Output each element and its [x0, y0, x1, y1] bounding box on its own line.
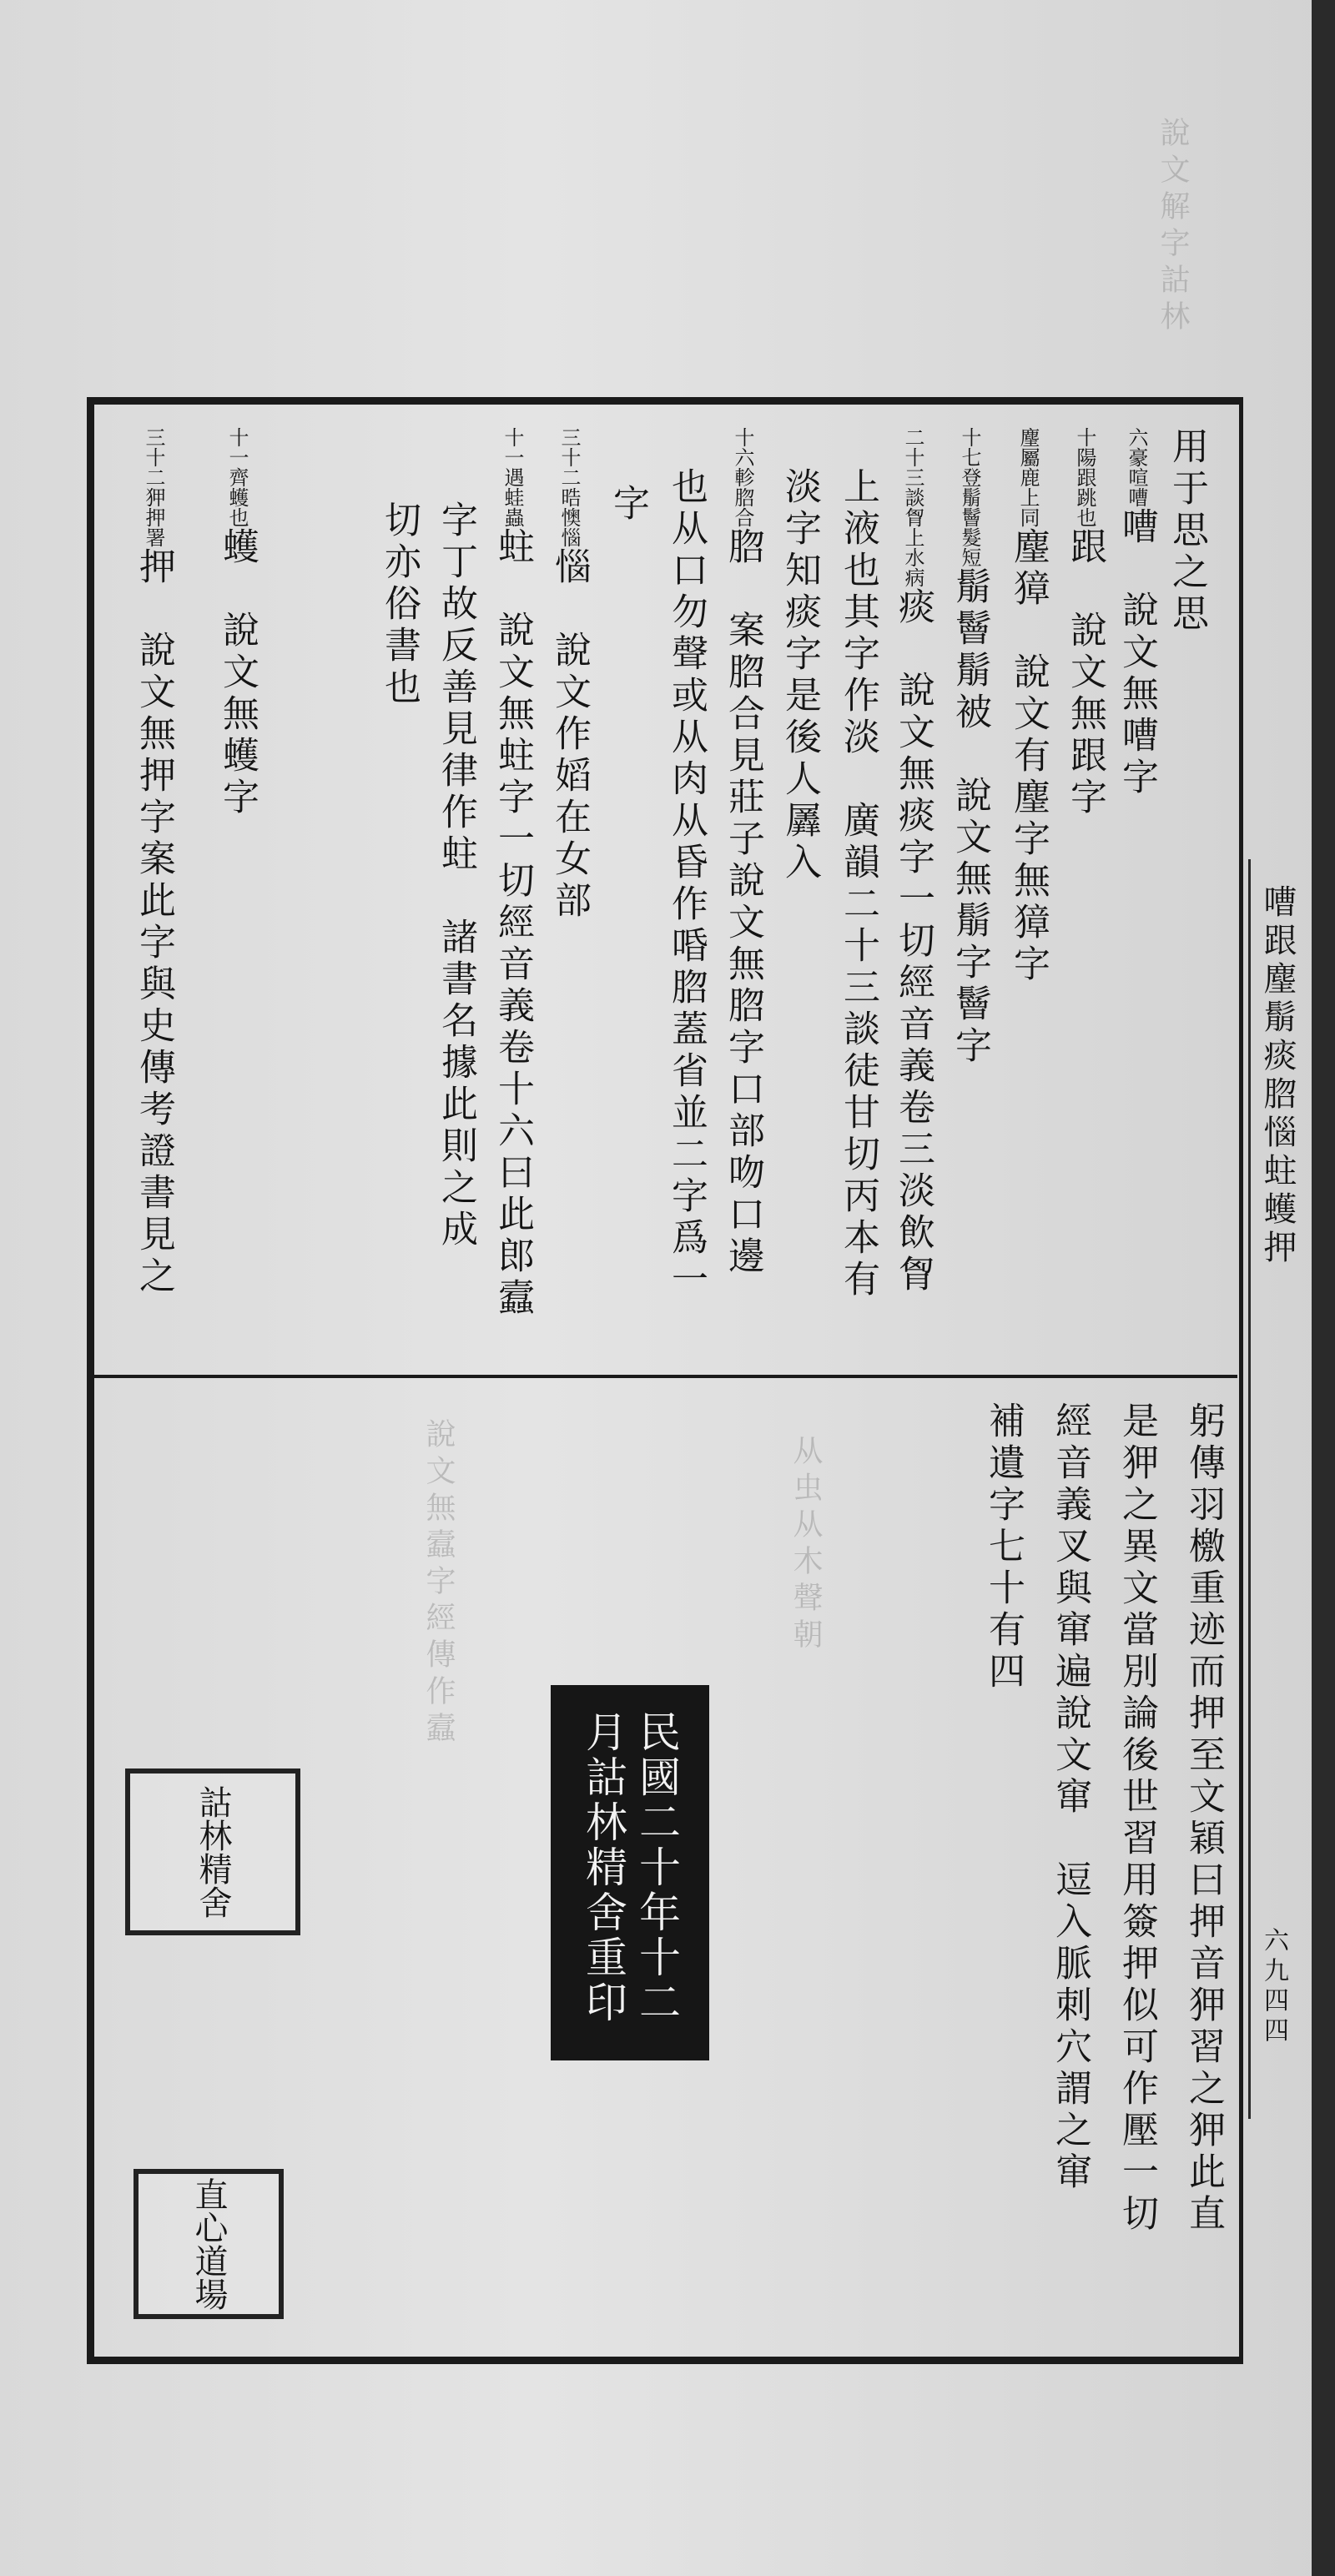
upper-column-4: [1007, 427, 1050, 986]
section-divider: [94, 1375, 1237, 1378]
column-text: 是狎之異文當別論後世習用簽押似可作壓一切: [1116, 1401, 1158, 2236]
rhyme-label: 十一齊: [225, 427, 249, 487]
upper-column-15: [378, 501, 421, 709]
gloss-note: 懊惱: [557, 507, 581, 547]
upper-column-13: [491, 427, 534, 1320]
rhyme-label: 六豪: [1125, 427, 1148, 467]
lower-column-1: [1182, 1401, 1225, 2236]
column-text: 上液也其字作淡 廣韻二十三談徒甘切丙本有: [837, 467, 879, 1301]
column-text: 麈獐 說文有麈字無獐字: [1007, 527, 1050, 986]
gloss-note: 蠖也: [225, 487, 249, 527]
rhyme-label: 麈屬: [1016, 427, 1040, 467]
rhyme-label: 二十三談: [901, 427, 924, 507]
upper-column-3: [1064, 427, 1106, 819]
lower-column-4: [982, 1401, 1025, 1693]
gloss-note: 押署: [142, 507, 165, 547]
reprint-note: [551, 1685, 709, 2060]
upper-column-7: [837, 467, 879, 1301]
seal-text: 詁林精舍: [194, 1785, 232, 1919]
upper-column-5: [949, 427, 991, 1068]
column-text: 痰 說文無痰字一切經音義卷三淡飲胷: [892, 587, 934, 1296]
gloss-note: 脗合: [731, 487, 754, 527]
upper-column-12: [548, 427, 591, 923]
column-text: 也从口勿聲或从肉从昏作㖧脗蓋省並二字爲一: [665, 467, 708, 1301]
column-text: 經音義叉與窜遍說文窜 逗入脈刺穴謂之窜: [1049, 1401, 1091, 2194]
upper-column-10: [665, 467, 708, 1301]
rhyme-label: 三十二狎: [142, 427, 165, 507]
gloss-note: 跟跳也: [1073, 467, 1096, 527]
side-strip: [1248, 859, 1309, 2119]
column-text: 惱 說文作嫍在女部: [548, 547, 591, 923]
show-through-text: 說文解字詁林: [1156, 117, 1190, 337]
book-spine-edge: [1312, 0, 1335, 2576]
rhyme-label: 十陽: [1073, 427, 1096, 467]
side-strip-title: 嘈跟麈鬅痰脗惱蛀蠖押: [1258, 884, 1297, 1268]
lower-column-2: [1116, 1401, 1158, 2236]
upper-column-1: [1166, 427, 1208, 636]
upper-column-17: [133, 427, 175, 1298]
show-through-text: 从虫从木聲朝: [788, 1435, 823, 1655]
upper-column-11: [607, 484, 649, 526]
column-text: 蛀 說文無蛀字一切經音義卷十六曰此郎蠧: [491, 527, 534, 1320]
gloss-note: 喧嘈: [1125, 467, 1148, 507]
gloss-note: 胷上水病: [901, 507, 924, 587]
gloss-note: 鬅鬙髮短: [958, 487, 981, 567]
column-text: 蠖 說文無蠖字: [216, 527, 259, 819]
upper-column-6: [892, 427, 934, 1296]
column-text: 跟 說文無跟字: [1064, 527, 1106, 819]
gloss-note: 蛙蟲: [501, 487, 524, 527]
page-number: 六九四四: [1259, 1927, 1288, 2047]
column-text: 淡字知痰字是後人羼入: [778, 467, 821, 884]
column-text: 躬傳羽檄重迹而押至文穎曰押音狎習之狎此直: [1182, 1401, 1225, 2236]
column-text: 押 說文無押字案此字與史傳考證書見之: [133, 547, 175, 1298]
gloss-note: 鹿上同: [1016, 467, 1040, 527]
rhyme-label: 十六軫: [731, 427, 754, 487]
rhyme-label: 十一遇: [501, 427, 524, 487]
column-text: 切亦俗書也: [378, 501, 421, 709]
upper-seal: [125, 1768, 300, 1935]
rhyme-label: 三十二晧: [557, 427, 581, 507]
column-text: 鬅鬙鬅被 說文無鬅字鬙字: [949, 567, 991, 1068]
column-text: 字: [607, 484, 649, 526]
reprint-note-line-1: 民國二十年十二: [632, 1710, 681, 2025]
seal-text: 直心道場: [189, 2177, 228, 2311]
upper-column-9: [722, 427, 764, 1278]
column-text: 嘈 說文無嘈字: [1116, 507, 1158, 799]
upper-column-2: [1116, 427, 1158, 799]
show-through-text: 說文無蠧字經傳作蠧: [421, 1418, 456, 1748]
lower-column-3: [1049, 1401, 1091, 2194]
reprint-note-line-2: 月詁林精舍重印: [579, 1710, 627, 2025]
rhyme-label: 十七登: [958, 427, 981, 487]
upper-column-8: [778, 467, 821, 884]
column-text: 字丁故反善見律作蛀 諸書名據此則之成: [435, 501, 477, 1251]
column-text: 用于思之思: [1166, 427, 1208, 636]
upper-column-16: [216, 427, 259, 819]
upper-column-14: [435, 501, 477, 1251]
lower-seal: [134, 2169, 284, 2319]
column-text: 脗 案脗合見莊子說文無脗字口部吻口邊: [722, 527, 764, 1278]
column-text: 補遺字七十有四: [982, 1401, 1025, 1693]
